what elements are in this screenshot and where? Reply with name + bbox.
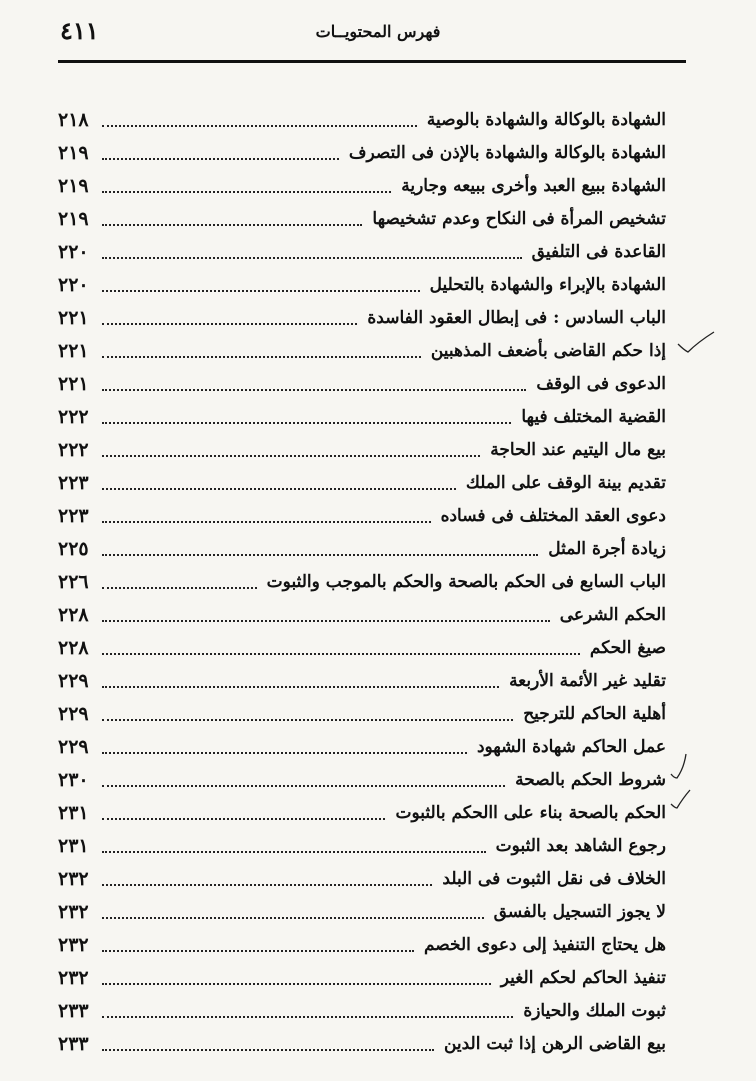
toc-entry-title: تقليد غير الأئمة الأربعة (509, 670, 666, 691)
dot-leader (102, 983, 491, 985)
toc-entry-title: زيادة أجرة المثل (548, 538, 666, 559)
toc-entry-page: ٢٣٠ (58, 768, 89, 791)
dot-leader (102, 224, 362, 226)
toc-entry-title: لا يجوز التسجيل بالفسق (493, 901, 666, 922)
dot-leader (102, 917, 484, 919)
toc-entry (58, 103, 666, 136)
toc-entry-page: ٢٣٢ (58, 933, 89, 956)
toc-entry-page: ٢٣١ (58, 834, 89, 857)
toc-entry (58, 796, 666, 829)
toc-entry-page: ٢٣٢ (58, 966, 89, 989)
page-number: ٤١١ (60, 16, 99, 45)
dot-leader (102, 389, 526, 391)
toc-entry (58, 928, 666, 961)
toc-entry-page: ٢٣١ (58, 801, 89, 824)
toc-entry (58, 730, 666, 763)
toc-entry (58, 235, 666, 268)
dot-leader (102, 1016, 513, 1018)
toc-entry (58, 598, 666, 631)
toc-entry-title: الشهادة بالإبراء والشهادة بالتحليل (429, 274, 666, 295)
dot-leader (102, 455, 480, 457)
dot-leader (102, 884, 432, 886)
dot-leader (102, 752, 467, 754)
dot-leader (102, 1049, 434, 1051)
toc-entry (58, 202, 666, 235)
toc-entry-title: الشهادة بالوكالة والشهادة بالإذن فى التصرف (348, 142, 666, 163)
toc-entry-title: الباب السادس : فى إبطال العقود الفاسدة (367, 307, 666, 328)
running-title: فهرس المحتويــات (315, 22, 441, 41)
toc-entry-page: ٢٢١ (58, 372, 89, 395)
toc-entry-page: ٢٢٨ (58, 636, 89, 659)
toc-entry-title: الحكم بالصحة بناء على االحكم بالثبوت (395, 802, 666, 823)
toc-entry (58, 532, 666, 565)
dot-leader (102, 125, 417, 127)
toc-entry (58, 862, 666, 895)
toc-entry-page: ٢٣٢ (58, 867, 89, 890)
handwritten-check-mark (668, 752, 698, 782)
toc-entry (58, 169, 666, 202)
toc-entry-title: عمل الحاكم شهادة الشهود (476, 736, 666, 757)
dot-leader (102, 554, 538, 556)
toc-entry-page: ٢٣٣ (58, 999, 89, 1022)
toc-entry-page: ٢٢٩ (58, 735, 89, 758)
toc-entry (58, 268, 666, 301)
toc-entry-page: ٢٢٥ (58, 537, 89, 560)
toc-entry-page: ٢١٩ (58, 207, 89, 230)
handwritten-check-mark (668, 786, 698, 812)
dot-leader (102, 521, 431, 523)
toc-entry (58, 763, 666, 796)
toc-entry-page: ٢٢٢ (58, 405, 89, 428)
dot-leader (102, 488, 456, 490)
toc-entry-title: القضية المختلف فيها (521, 406, 666, 427)
dot-leader (102, 356, 421, 358)
dot-leader (102, 620, 550, 622)
toc-entry-title: هل يحتاج التنفيذ إلى دعوى الخصم (423, 934, 666, 955)
toc-entry (58, 697, 666, 730)
dot-leader (102, 719, 513, 721)
dot-leader (102, 587, 257, 589)
dot-leader (102, 158, 339, 160)
toc-entry (58, 466, 666, 499)
toc-entry (58, 400, 666, 433)
toc-entry-page: ٢١٩ (58, 141, 89, 164)
toc-entry-title: صيغ الحكم (589, 637, 666, 658)
dot-leader (102, 851, 486, 853)
toc-entry (58, 301, 666, 334)
toc-entry-title: الخلاف فى نقل الثبوت فى البلد (442, 868, 666, 889)
toc-entry (58, 136, 666, 169)
toc-entry-title: الباب السابع فى الحكم بالصحة والحكم بالموجب والثبوت (266, 571, 666, 592)
toc-entry-page: ٢٢١ (58, 306, 89, 329)
toc-entry-title: ثبوت الملك والحيازة (523, 1000, 666, 1021)
toc-entry-title: شروط الحكم بالصحة (515, 769, 666, 790)
header-rule (58, 60, 686, 63)
toc-entry (58, 334, 666, 367)
toc-entry (58, 961, 666, 994)
toc-entry-title: القاعدة فى التلفيق (531, 241, 666, 262)
toc-entry (58, 565, 666, 598)
toc-entry-title: الشهادة ببيع العبد وأخرى ببيعه وجارية (401, 175, 666, 196)
toc-entry-title: الحكم الشرعى (559, 604, 666, 625)
toc-entry-page: ٢١٩ (58, 174, 89, 197)
table-of-contents (58, 103, 666, 1060)
dot-leader (102, 422, 511, 424)
toc-entry-title: تشخيص المرأة فى النكاح وعدم تشخيصها (372, 208, 666, 229)
toc-entry (58, 367, 666, 400)
dot-leader (102, 191, 391, 193)
dot-leader (102, 257, 522, 259)
toc-entry (58, 829, 666, 862)
dot-leader (102, 686, 499, 688)
toc-entry-page: ٢٣٢ (58, 900, 89, 923)
toc-entry (58, 631, 666, 664)
dot-leader (102, 950, 414, 952)
toc-entry-title: بيع مال اليتيم عند الحاجة (490, 439, 666, 460)
toc-entry-title: إذا حكم القاضى بأضعف المذهبين (430, 340, 666, 361)
toc-entry-page: ٢٢٨ (58, 603, 89, 626)
page-header (0, 0, 756, 64)
dot-leader (102, 818, 385, 820)
toc-entry (58, 994, 666, 1027)
toc-entry (58, 433, 666, 466)
toc-entry (58, 1027, 666, 1060)
dot-leader (102, 653, 580, 655)
toc-entry-title: الدعوى فى الوقف (536, 373, 666, 394)
toc-entry-page: ٢٢٩ (58, 702, 89, 725)
toc-entry-page: ٢٢١ (58, 339, 89, 362)
toc-entry-page: ٢٣٣ (58, 1032, 89, 1055)
toc-entry-page: ٢١٨ (58, 108, 89, 131)
toc-entry (58, 664, 666, 697)
toc-entry-page: ٢٢٩ (58, 669, 89, 692)
toc-entry-title: رجوع الشاهد بعد الثبوت (495, 835, 666, 856)
toc-entry-title: تنفيذ الحاكم لحكم الغير (500, 967, 666, 988)
toc-entry-page: ٢٢٠ (58, 240, 89, 263)
toc-entry (58, 499, 666, 532)
dot-leader (102, 323, 357, 325)
toc-entry-title: تقديم بينة الوقف على الملك (465, 472, 666, 493)
toc-entry-title: دعوى العقد المختلف فى فساده (440, 505, 666, 526)
dot-leader (102, 785, 505, 787)
toc-entry-page: ٢٢٢ (58, 438, 89, 461)
toc-entry-title: أهلية الحاكم للترجيح (523, 703, 666, 724)
toc-entry (58, 895, 666, 928)
toc-entry-page: ٢٢٣ (58, 504, 89, 527)
toc-entry-page: ٢٢٠ (58, 273, 89, 296)
toc-entry-page: ٢٢٣ (58, 471, 89, 494)
toc-entry-title: الشهادة بالوكالة والشهادة بالوصية (426, 109, 666, 130)
toc-entry-page: ٢٢٦ (58, 570, 89, 593)
handwritten-check-mark (676, 330, 716, 356)
dot-leader (102, 290, 420, 292)
toc-entry-title: بيع القاضى الرهن إذا ثبت الدين (443, 1033, 666, 1054)
